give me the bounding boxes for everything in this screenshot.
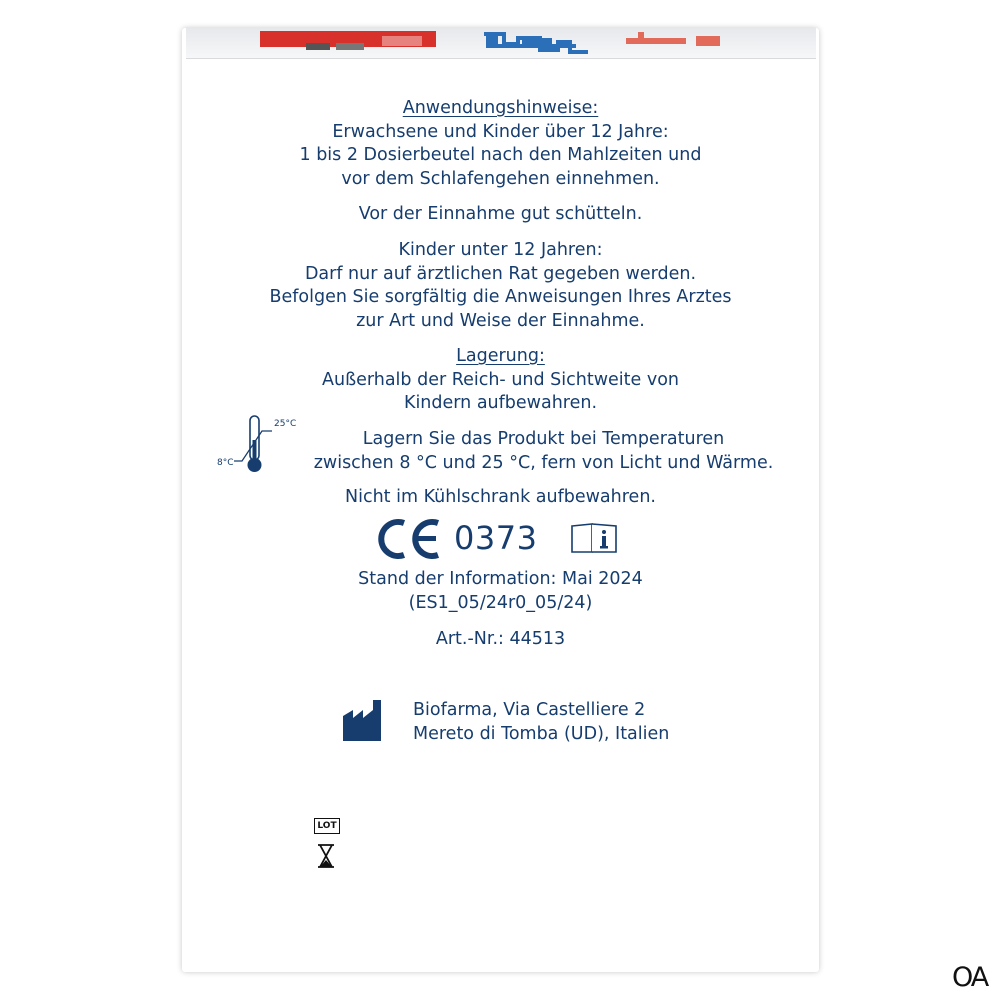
usage-section (182, 97, 819, 191)
top-flap-decoration (186, 28, 816, 58)
hourglass-icon (315, 843, 337, 869)
article-number-text: Art.-Nr.: 44513 (435, 629, 566, 649)
children-line: Darf nur auf ärztlichen Rat gegeben werden. (304, 263, 697, 284)
storage-section (182, 345, 819, 416)
shake-notice (182, 203, 819, 227)
manufacturer-line: Mereto di Tomba (UD), Italien (413, 723, 670, 744)
manufacturer-factory-icon (343, 700, 387, 741)
thermometer-high-label: 25°C (274, 419, 297, 429)
usage-heading: Anwendungshinweise: (402, 98, 599, 118)
storage-line: Außerhalb der Reich- und Sichtweite von (322, 369, 679, 390)
info-section (182, 568, 819, 615)
thermometer-low-label: 8°C (217, 458, 234, 468)
watermark-logo: OA (952, 962, 988, 993)
lot-icon (314, 818, 340, 834)
instructions-book-icon (570, 522, 618, 554)
children-line: zur Art und Weise der Einnahme. (356, 310, 645, 331)
ce-mark-row (370, 516, 630, 562)
temperature-line: zwischen 8 °C und 25 °C, fern von Licht und Wärme. (313, 452, 774, 473)
usage-line: 1 bis 2 Dosierbeutel nach den Mahlzeiten und (299, 145, 702, 165)
article-number (182, 628, 819, 652)
fridge-text: Nicht im Kühlschrank aufbewahren. (345, 487, 656, 507)
usage-line: vor dem Schlafengehen einnehmen. (341, 168, 660, 189)
usage-line: Erwachsene und Kinder über 12 Jahre: (332, 121, 669, 142)
children-line: Befolgen Sie sorgfältig die Anweisungen Ihres Arztes (269, 287, 732, 307)
ce-notified-body-code: 0373 (454, 519, 538, 557)
info-version: (ES1_05/24r0_05/24) (408, 592, 593, 613)
temperature-section (225, 428, 862, 475)
children-line: Kinder unter 12 Jahren: (398, 240, 603, 260)
lot-label: LOT (317, 821, 337, 831)
manufacturer-line: Biofarma, Via Castelliere 2 (413, 700, 646, 720)
children-section (182, 239, 819, 333)
temperature-line: Lagern Sie das Produkt bei Temperaturen (362, 429, 725, 449)
info-stand: Stand der Information: Mai 2024 (358, 569, 643, 589)
shake-text: Vor der Einnahme gut schütteln. (358, 204, 643, 224)
fridge-notice (182, 486, 819, 510)
ce-mark-icon (374, 518, 444, 560)
storage-line: Kindern aufbewahren. (403, 393, 598, 413)
package-top-flap (186, 28, 816, 59)
storage-heading: Lagerung: (456, 346, 545, 366)
manufacturer-address (413, 699, 669, 746)
